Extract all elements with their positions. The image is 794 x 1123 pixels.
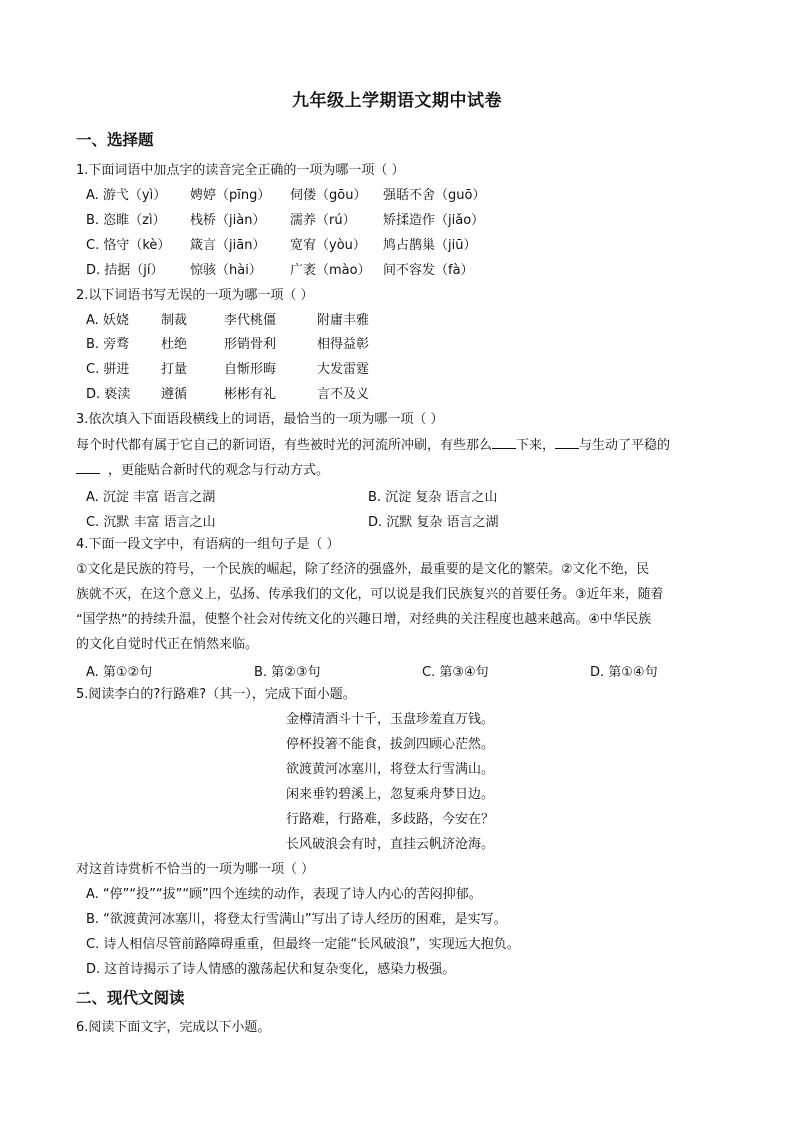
question-2-option-d	[86, 386, 369, 404]
option-word: 杜绝	[161, 337, 188, 352]
option-word: 制裁	[161, 313, 188, 328]
question-2-option-b	[86, 336, 369, 354]
question-1-option-c	[86, 237, 476, 255]
option-word: 遵循	[161, 387, 188, 402]
poem-line: 金樽清酒斗十千，玉盘珍羞直万钱。	[286, 712, 495, 727]
option-word: 形销骨利	[224, 337, 277, 352]
option-word: 言不及义	[317, 387, 370, 402]
option-word: 矫揉造作（jiǎo）	[383, 213, 485, 228]
poem-line: 闲来垂钓碧溪上，忽复乘舟梦日边。	[286, 787, 495, 802]
poem-line: 长风破浪会有时，直挂云帆济沧海。	[286, 837, 495, 852]
question-4-option-b: B. 第②③句	[254, 665, 321, 680]
question-6-stem: 6.阅读下面文字，完成以下小题。	[76, 1020, 271, 1035]
option-word: D. 拮据（jí）	[86, 263, 164, 278]
option-word: B. 旁骛	[86, 337, 130, 352]
option-word: A. 游弋（yì）	[86, 188, 167, 203]
question-1-option-d	[86, 262, 474, 280]
option-word: 间不容发（fà）	[383, 263, 474, 278]
question-4-passage-line: ①文化是民族的符号，一个民族的崛起，除了经济的强盛外，最重要的是文化的繁荣。②文化不绝，民	[76, 562, 650, 577]
option-word: 相得益彰	[317, 337, 370, 352]
question-4-passage-line: “国学热”的持续升温，使整个社会对传统文化的兴趣日增，对经典的关注程度也越来越高。④中华民族	[76, 612, 651, 627]
option-word: C. 恪守（kè）	[86, 238, 171, 253]
question-3-passage-line-2	[76, 461, 329, 480]
question-4-option-d: D. 第①④句	[590, 665, 658, 680]
question-5-option-b: B. “欲渡黄河冰塞川，将登太行雪满山”写出了诗人经历的困难，是实写。	[86, 912, 507, 927]
poem-line: 欲渡黄河冰塞川，将登太行雪满山。	[286, 762, 495, 777]
option-word: 强聒不舍（guō）	[383, 188, 486, 203]
question-4-option-c: C. 第③④句	[422, 665, 489, 680]
option-word: 彬彬有礼	[224, 387, 277, 402]
option-word: C. 骈进	[86, 362, 130, 377]
question-1-option-a	[86, 187, 485, 205]
question-2-stem: 2.以下词语书写无误的一项为哪一项（ ）	[76, 288, 314, 303]
option-word: 栈桥（jiàn）	[190, 213, 266, 228]
option-word: B. 恣睢（zì）	[86, 213, 166, 228]
page-title: 九年级上学期语文期中试卷	[292, 91, 502, 111]
question-5-stem: 5.阅读李白的?行路难?（其一），完成下面小题。	[76, 687, 356, 702]
option-word: 惊骇（hài）	[190, 263, 262, 278]
question-3-option-c: C. 沉默 丰富 语言之山	[86, 515, 216, 530]
option-word: 娉婷（pīng）	[190, 188, 271, 203]
question-3-stem: 3.依次填入下面语段横线上的词语，最恰当的一项为哪一项（ ）	[76, 412, 444, 427]
option-word: 李代桃僵	[224, 313, 277, 328]
poem-line: 停杯投箸不能食，拔剑四顾心茫然。	[286, 737, 495, 752]
fill-blank-1	[492, 436, 516, 449]
question-5-sub-stem: 对这首诗赏析不恰当的一项为哪一项（ ）	[76, 862, 315, 877]
question-2-option-a	[86, 312, 369, 330]
passage-text: 下来，	[516, 438, 556, 453]
option-word: 鸠占鹊巢（jiū）	[383, 238, 477, 253]
question-1-stem: 1.下面词语中加点字的读音完全正确的一项为哪一项（ ）	[76, 163, 405, 178]
option-word: 广袤（mào）	[290, 263, 371, 278]
fill-blank-2	[555, 436, 579, 449]
passage-text: 每个时代都有属于它自己的新词语，有些被时光的河流所冲刷，有些那么	[76, 438, 493, 453]
section-heading-reading: 二、现代文阅读	[76, 989, 185, 1007]
option-word: 附庸丰雅	[317, 313, 370, 328]
option-word: 伺偻（gōu）	[290, 188, 367, 203]
passage-text: 与生动了平稳的	[579, 438, 671, 453]
option-word: 打量	[161, 362, 188, 377]
option-word: 自惭形晦	[224, 362, 277, 377]
question-4-stem: 4.下面一段文字中，有语病的一组句子是（ ）	[76, 537, 340, 552]
question-3-option-b: B. 沉淀 复杂 语言之山	[368, 490, 498, 505]
question-3-option-d: D. 沉默 复杂 语言之湖	[368, 515, 499, 530]
option-word: 大发雷霆	[317, 362, 370, 377]
option-word: A. 妖娆	[86, 313, 129, 328]
option-word: 箴言（jiān）	[190, 238, 266, 253]
question-4-passage-line: 族就不灭，在这个意义上，弘扬、传承我们的文化，可以说是我们民族复兴的首要任务。③近年来，随着	[76, 587, 664, 602]
question-4-passage-line: 的文化自觉时代正在悄然来临。	[76, 637, 259, 652]
option-word: D. 亵渎	[86, 387, 131, 402]
question-2-option-c	[86, 361, 369, 379]
question-5-option-a: A. “停”“投”“拔”“顾”四个连续的动作，表现了诗人内心的苦闷抑郁。	[86, 887, 482, 902]
section-heading-choice: 一、选择题	[76, 131, 154, 149]
question-4-option-a: A. 第①②句	[86, 665, 153, 680]
option-word: 宽宥（yòu）	[290, 238, 366, 253]
question-5-option-d: D. 这首诗揭示了诗人情感的激荡起伏和复杂变化，感染力极强。	[86, 962, 456, 977]
poem-line: 行路难，行路难，多歧路，今安在？	[286, 812, 495, 827]
option-word: 濡养（rú）	[290, 213, 356, 228]
passage-text: ，更能贴合新时代的观念与行动方式。	[108, 463, 330, 478]
question-5-option-c: C. 诗人相信尽管前路障碍重重，但最终一定能“长风破浪”，实现远大抱负。	[86, 937, 520, 952]
question-3-passage-line-1	[76, 436, 670, 455]
fill-blank-3	[76, 461, 100, 474]
question-3-option-a: A. 沉淀 丰富 语言之湖	[86, 490, 216, 505]
question-1-option-b	[86, 212, 484, 230]
